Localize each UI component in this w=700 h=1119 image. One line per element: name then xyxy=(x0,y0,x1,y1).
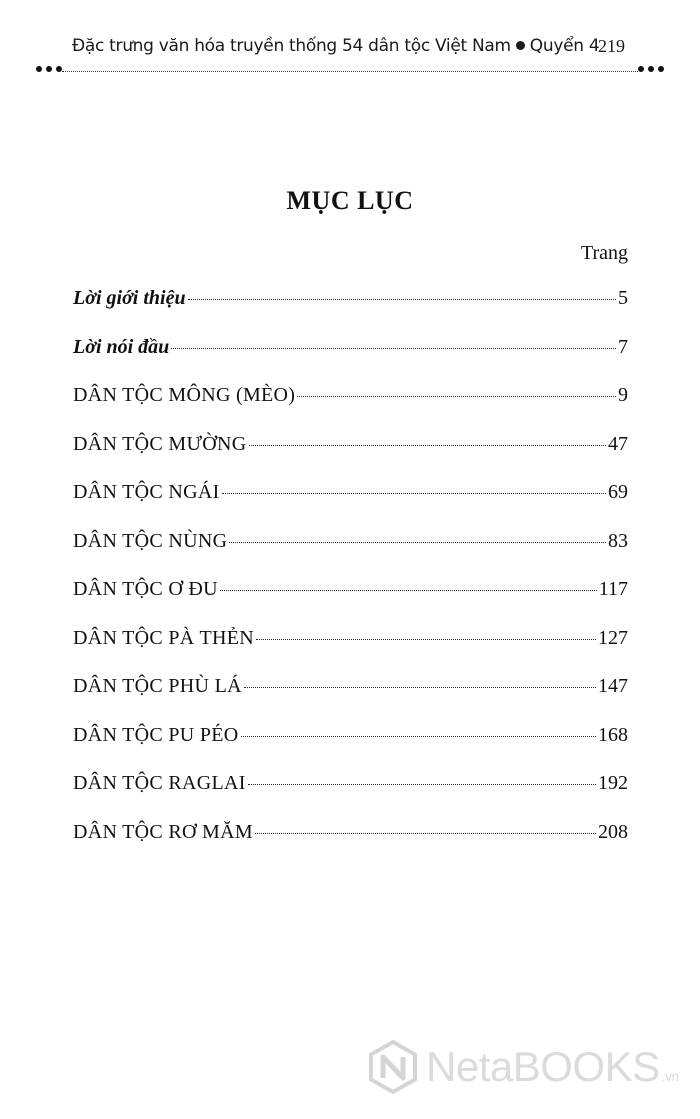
toc-entry-label: DÂN TỘC MÔNG (MÈO) xyxy=(73,384,296,406)
toc-entry-label: DÂN TỘC Ơ ĐU xyxy=(73,578,218,600)
toc-entry-page: 9 xyxy=(618,384,628,406)
watermark-text xyxy=(426,1043,679,1091)
dot-leader xyxy=(222,493,606,494)
volume-label: Quyển 4 xyxy=(529,36,600,56)
toc-entry-label: DÂN TỘC MƯỜNG xyxy=(73,432,247,455)
watermark-brand: NetaBOOKS xyxy=(426,1043,660,1090)
toc-entry[interactable] xyxy=(73,675,628,724)
toc-entry-label: DÂN TỘC RƠ MĂM xyxy=(73,820,253,843)
toc-entry[interactable] xyxy=(73,772,628,821)
toc-entry-label: DÂN TỘC RAGLAI xyxy=(73,772,246,794)
toc-entry-page: 208 xyxy=(598,820,628,843)
toc-entry[interactable] xyxy=(73,433,628,482)
toc-entry-page: 83 xyxy=(608,529,628,552)
toc-entry-page: 127 xyxy=(598,626,628,649)
toc-list xyxy=(73,287,628,869)
dot-leader xyxy=(249,445,607,446)
watermark xyxy=(366,1040,679,1094)
toc-entry[interactable] xyxy=(73,336,628,385)
toc-entry-page: 117 xyxy=(598,578,628,600)
toc-entry[interactable] xyxy=(73,821,628,870)
toc-title: MỤC LỤC xyxy=(286,186,414,215)
toc-entry-label: DÂN TỘC NÙNG xyxy=(73,529,228,552)
toc-entry[interactable] xyxy=(73,530,628,579)
dot-leader xyxy=(256,639,596,640)
toc-entry[interactable] xyxy=(73,724,628,773)
toc-entry-label: Lời giới thiệu xyxy=(73,287,186,309)
ornament-dots-right-icon xyxy=(638,66,664,72)
dot-leader xyxy=(244,687,596,688)
page-number: 219 xyxy=(598,36,625,56)
book-title: Đặc trưng văn hóa truyền thống 54 dân tộc Việt Nam xyxy=(72,36,511,56)
toc-entry-page: 5 xyxy=(618,287,628,309)
toc-entry-label: Lời nói đầu xyxy=(73,335,170,358)
page-column-label: Trang xyxy=(580,242,628,264)
dot-leader xyxy=(248,784,596,785)
dot-leader xyxy=(188,299,616,300)
bullet-separator-icon xyxy=(516,41,525,50)
toc-entry-label: DÂN TỘC PÀ THẺN xyxy=(73,626,254,649)
toc-entry-page: 47 xyxy=(608,432,628,455)
dot-leader xyxy=(241,736,596,737)
toc-entry[interactable] xyxy=(73,384,628,433)
toc-entry[interactable] xyxy=(73,287,628,336)
header-rule xyxy=(62,71,638,72)
toc-entry-page: 7 xyxy=(618,335,628,358)
ornament-dots-left-icon xyxy=(36,66,62,72)
toc-entry-label: DÂN TỘC PHÙ LÁ xyxy=(73,675,242,697)
dot-leader xyxy=(220,590,597,591)
dot-leader xyxy=(297,396,616,397)
dot-leader xyxy=(255,833,596,834)
toc-entry[interactable] xyxy=(73,481,628,530)
toc-entry[interactable] xyxy=(73,578,628,627)
toc-entry-page: 69 xyxy=(608,481,628,503)
toc-entry-page: 147 xyxy=(598,675,628,697)
running-title xyxy=(72,36,599,56)
toc-entry-label: DÂN TỘC NGÁI xyxy=(73,481,220,503)
netabooks-logo-icon xyxy=(366,1040,420,1094)
toc-entry-label: DÂN TỘC PU PÉO xyxy=(73,723,239,746)
dot-leader xyxy=(171,348,616,349)
toc-entry-page: 168 xyxy=(598,723,628,746)
page-header xyxy=(0,0,700,80)
dot-leader xyxy=(229,542,606,543)
toc-entry[interactable] xyxy=(73,627,628,676)
toc-entry-page: 192 xyxy=(598,772,628,794)
watermark-suffix: .vn xyxy=(661,1068,679,1084)
